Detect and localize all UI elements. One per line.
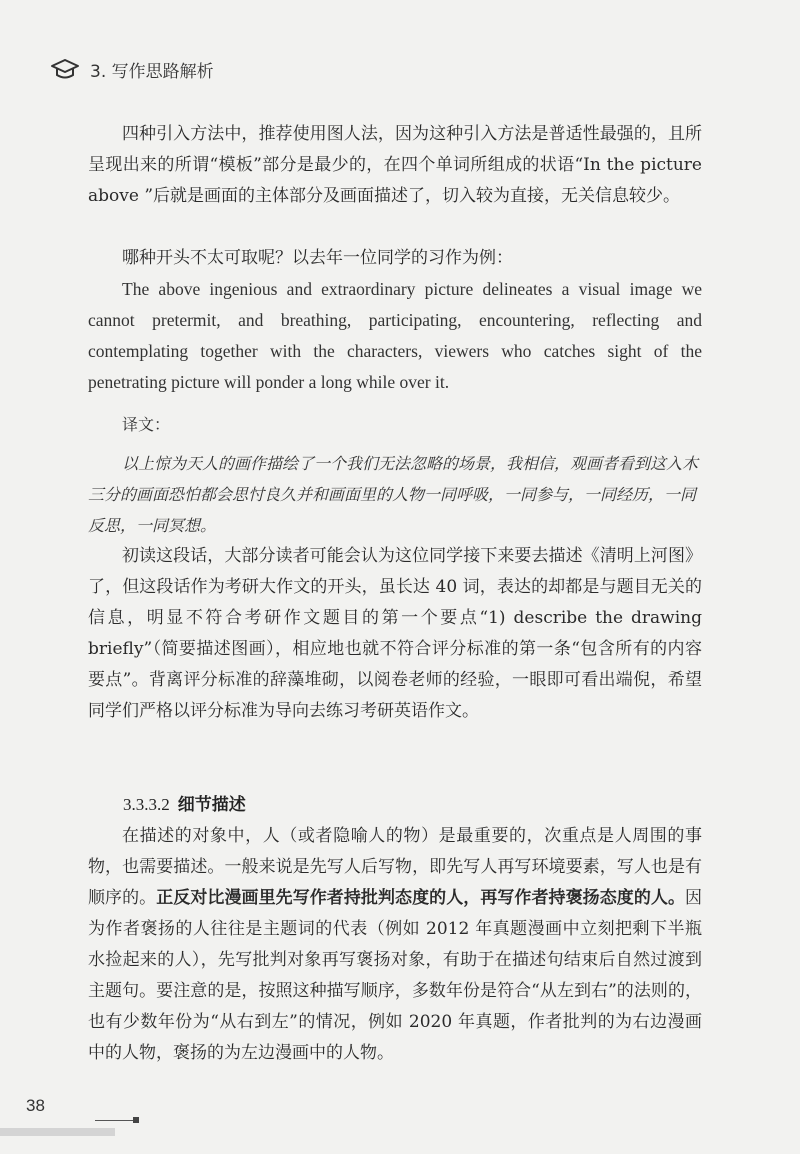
translation-text: 以上惊为天人的画作描绘了一个我们无法忽略的场景，我相信，观画者看到这入木三分的画面恐怕都会思忖良久并和画面里的人物一同呼吸，一同参与，一同经历，一同反思，一同冥想。 xyxy=(88,454,699,535)
chapter-title: 3. 写作思路解析 xyxy=(90,61,214,82)
english-example-quote: The above ingenious and extraordinary picture delineates a visual image we cannot pretermit, and breathing, participating, encountering, reflecting and contemplating together with the characters, viewers who catches sight of the penetrating picture will ponder a long while over it. xyxy=(88,279,702,392)
translation-label: 译文： xyxy=(122,415,171,434)
page-number: 38 xyxy=(26,1096,45,1115)
bottom-band xyxy=(0,1128,115,1136)
section-heading xyxy=(123,790,246,815)
detail-text-emphasis: 正反对比漫画里先写作者持批判态度的人，再写作者持褒扬态度的人。 xyxy=(156,888,686,908)
detail-text-lead: 在描述的对象中，人（或者隐喻人的物）是最重要的，次重点是人周围的事物，也需要描述。一般来说是先写人后写物，即先写人再写环境要素，写人也是有顺序的。 xyxy=(88,826,702,908)
paragraph-detail-description xyxy=(88,821,702,1069)
paragraph-analysis: 初读这段话，大部分读者可能会认为这位同学接下来要去描述《清明上河图》了，但这段话作为考研大作文的开头，虽长达 40 词，表达的却都是与题目无关的信息，明显不符合考研作文题目的第一个要点“1) describe the drawing briefly”（简要描述图画），相应地也就不符合评分标准的第一条“包含所有的内容要点”。背离评分标准的辞藻堆砌，以阅卷老师的经验，一眼即可看出端倪，希望同学们严格以评分标准为导向去练习考研英语作文。 xyxy=(88,546,702,721)
graduation-cap-icon xyxy=(50,58,80,80)
running-header xyxy=(50,54,214,84)
detail-text-rest: 因为作者褒扬的人往往是主题词的代表（例如 2012 年真题漫画中立刻把剩下半瓶水捡起来的人），先写批判对象再写褒扬对象，有助于在描述句结束后自然过渡到主题句。要注意的是，按照这种描写顺序，多数年份是符合“从左到右”的法则的，也有少数年份为“从右到左”的情况，例如 2020 年真题，作者批判的为右边漫画中的人物，褒扬的为左边漫画中的人物。 xyxy=(88,888,703,1063)
footer-ornament xyxy=(133,1117,139,1123)
paragraph-intro-methods: 四种引入方法中，推荐使用图人法，因为这种引入方法是普适性最强的，且所呈现出来的所谓“模板”部分是最少的，在四个单词所组成的状语“In the picture above ”后就是画面的主体部分及画面描述了，切入较为直接，无关信息较少。 xyxy=(88,124,702,206)
footer-rule xyxy=(95,1120,135,1121)
section-title: 细节描述 xyxy=(177,795,246,815)
section-number: 3.3.3.2 xyxy=(123,795,170,814)
paragraph-question: 哪种开头不太可取呢？以去年一位同学的习作为例： xyxy=(122,248,513,268)
